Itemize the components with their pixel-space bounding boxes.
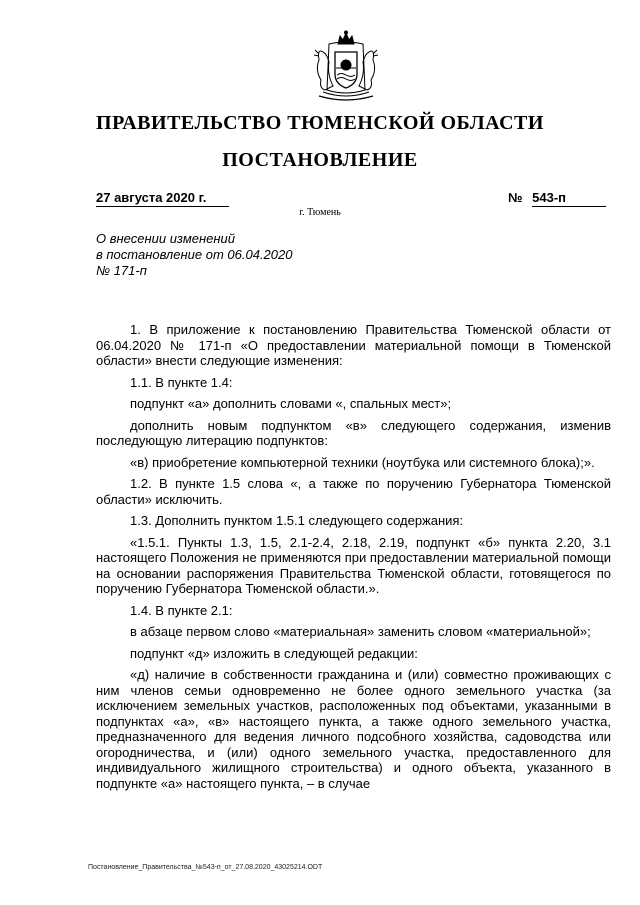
body-paragraph: «1.5.1. Пункты 1.3, 1.5, 2.1-2.4, 2.18, 2.19, подпункт «б» пункта 2.20, 3.1 настоящего Положения не применяются при предоставлении материальной помощи на основании распоряжения Правительства Тюменской области, готовящегося по поручению Губернатора Тюменской области.». bbox=[96, 534, 611, 596]
number-label: № bbox=[508, 190, 523, 205]
footer-filename: Постановление_Правительства_№543-п_от_27.08.2020_43025214.ODT bbox=[88, 864, 323, 871]
body-paragraph: в абзаце первом слово «материальная» заменить словом «материальной»; bbox=[130, 624, 591, 639]
body-paragraph: подпункт «а» дополнить словами «, спальных мест»; bbox=[130, 396, 452, 411]
organization-title: ПРАВИТЕЛЬСТВО ТЮМЕНСКОЙ ОБЛАСТИ bbox=[96, 112, 544, 134]
number-value: 543-п bbox=[532, 190, 606, 207]
subject-line: О внесении изменений bbox=[96, 231, 235, 246]
body-paragraph: подпункт «д» изложить в следующей редакции: bbox=[130, 645, 418, 661]
body-paragraph: 1.4. В пункте 2.1: bbox=[130, 602, 233, 618]
document-date: 27 августа 2020 г. bbox=[96, 190, 229, 207]
body-paragraph: 1. В приложение к постановлению Правительства Тюменской области от 06.04.2020 № 171-п «О предоставлении материальной помощи в Тюменской области» внести следующие изменения: bbox=[96, 322, 611, 368]
document-number bbox=[508, 190, 606, 207]
body-paragraph: дополнить новым подпунктом «в» следующего содержания, изменив последующую литерацию подпунктов: bbox=[96, 417, 611, 448]
document-subject bbox=[96, 231, 356, 279]
body-paragraph: 1.2. В пункте 1.5 слова «, а также по поручению Губернатора Тюменской области» исключить. bbox=[96, 476, 611, 507]
subject-line: № 171-п bbox=[96, 263, 147, 278]
city-label: г. Тюмень bbox=[299, 207, 341, 218]
coat-of-arms-icon bbox=[305, 30, 387, 104]
subject-line: в постановление от 06.04.2020 bbox=[96, 247, 293, 262]
body-paragraph: «в) приобретение компьютерной техники (ноутбука или системного блока);». bbox=[130, 454, 595, 470]
document-type-title: ПОСТАНОВЛЕНИЕ bbox=[222, 149, 418, 171]
body-paragraph: 1.3. Дополнить пунктом 1.5.1 следующего содержания: bbox=[130, 513, 464, 528]
document-body bbox=[96, 322, 611, 797]
body-paragraph: «д) наличие в собственности гражданина и (или) совместно проживающих с ним членов семьи одновременно не более одного земельного участка (за исключением земельных участков, расположенных под объектами, указанными в подпунктах «а», «в» настоящего пункта, а также одного земельного участка, предназначенного для ведения личного подсобного хозяйства, садоводства или огородничества, и (или) одного земельного участка, предоставленного для индивидуального жилищного строительства) и одного объекта, указанного в подпункте «а» настоящего пункта, – в случае bbox=[96, 667, 611, 791]
body-paragraph: 1.1. В пункте 1.4: bbox=[130, 374, 233, 390]
